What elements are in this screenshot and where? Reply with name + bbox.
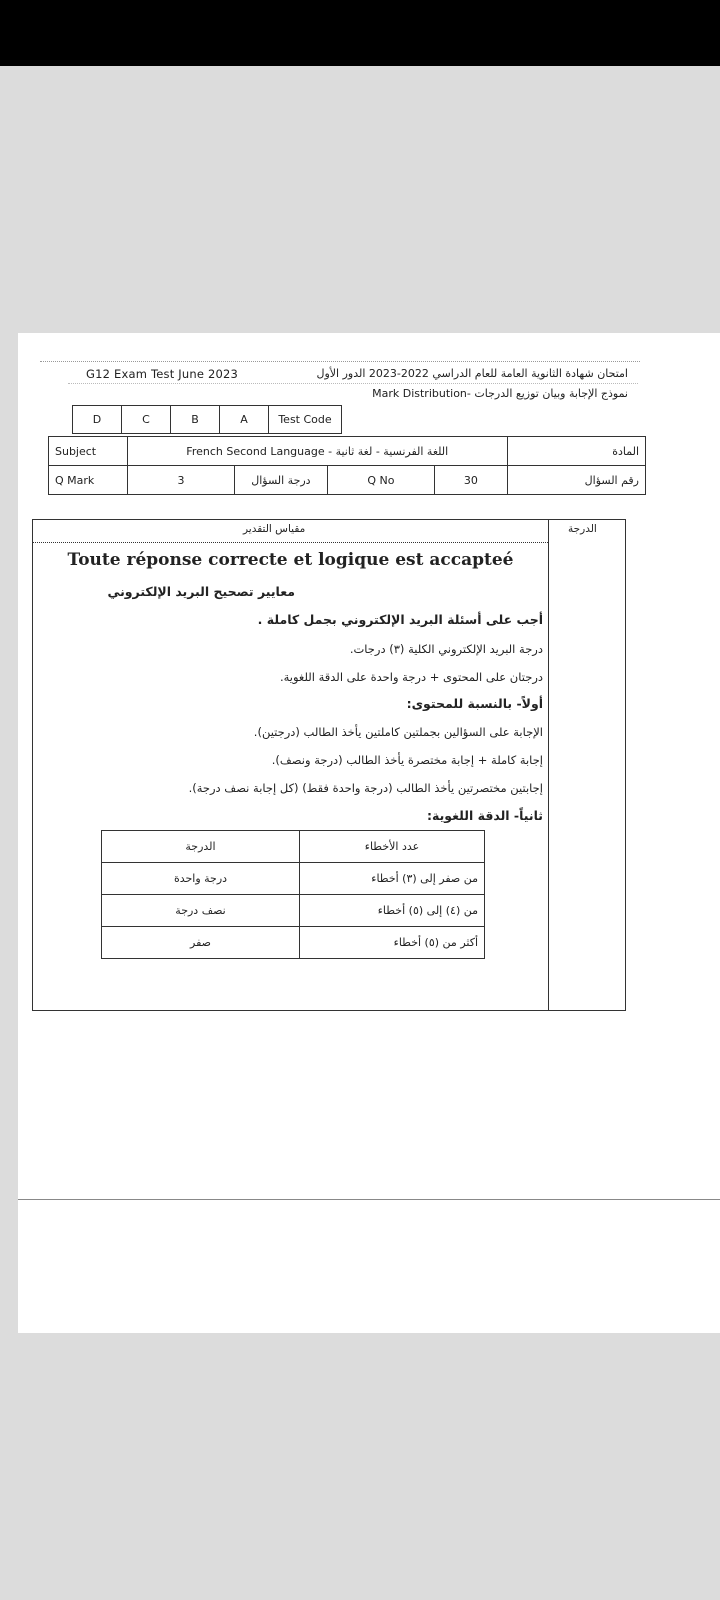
exam-title: G12 Exam Test June 2023 [86, 367, 239, 381]
subject-label-ar: المادة [507, 437, 645, 466]
code-d: D [73, 406, 122, 434]
exam-title-ar: امتحان شهادة الثانوية العامة للعام الدراسي 2022-2023 الدور الأول [316, 367, 628, 380]
accuracy-section-title: ثانياً- الدقة اللغوية: [427, 808, 543, 823]
qmark-label-ar: درجة السؤال [235, 466, 328, 495]
divider [68, 383, 638, 384]
rubric-line: الإجابة على السؤالين بجملتين كاملتين يأخذ الطالب (درجتين). [253, 725, 543, 739]
table-row [102, 927, 485, 959]
table-row [102, 863, 485, 895]
test-code-table [72, 405, 342, 434]
grade-cell: نصف درجة [102, 895, 300, 927]
code-a: A [220, 406, 269, 434]
grade-head: الدرجة [102, 831, 300, 863]
qno-value: 30 [435, 466, 508, 495]
divider [40, 361, 640, 362]
scale-header: مقياس التقدير [243, 523, 306, 535]
mark-distribution-title: نموذج الإجابة وبيان توزيع الدرجات -Mark Distribution [372, 387, 628, 400]
test-code-label: Test Code [269, 406, 342, 434]
rubric-title: Toute réponse correcte et logique est accapteé [67, 550, 514, 570]
status-bar [0, 0, 720, 66]
qmark-label: Q Mark [49, 466, 128, 495]
rubric-line: إجابة كاملة + إجابة مختصرة يأخذ الطالب (درجة ونصف). [271, 753, 543, 767]
rubric-box [32, 519, 626, 1011]
rubric-line: إجابتين مختصرتين يأخذ الطالب (درجة واحدة فقط) (كل إجابة نصف درجة). [188, 781, 543, 795]
errors-head: عدد الأخطاء [300, 831, 485, 863]
divider [33, 542, 548, 543]
grade-cell: درجة واحدة [102, 863, 300, 895]
grade-column [548, 520, 549, 1010]
exam-sheet [18, 333, 720, 1333]
rubric-line: درجة البريد الإلكتروني الكلية (٣) درجات. [349, 642, 543, 656]
table-row [102, 831, 485, 863]
errors-cell: أكثر من (٥) أخطاء [300, 927, 485, 959]
grade-header: الدرجة [568, 523, 597, 535]
rubric-line: درجتان على المحتوى + درجة واحدة على الدقة اللغوية. [279, 670, 543, 684]
error-table [101, 830, 485, 959]
grade-cell: صفر [102, 927, 300, 959]
divider [18, 1199, 720, 1200]
info-table [48, 436, 646, 495]
content-section-title: أولاً- بالنسبة للمحتوى: [406, 696, 543, 711]
errors-cell: من (٤) إلى (٥) أخطاء [300, 895, 485, 927]
rubric-line: أجب على أسئلة البريد الإلكتروني بجمل كاملة . [257, 612, 543, 627]
subject-value: French Second Language - اللغة الفرنسية - لغة ثانية [127, 437, 507, 466]
qmark-value: 3 [127, 466, 234, 495]
subject-label: Subject [49, 437, 128, 466]
qno-label-ar: رقم السؤال [507, 466, 645, 495]
errors-cell: من صفر إلى (٣) أخطاء [300, 863, 485, 895]
code-c: C [122, 406, 171, 434]
code-b: B [171, 406, 220, 434]
qno-label: Q No [327, 466, 434, 495]
rubric-heading: معايير تصحيح البريد الإلكتروني [107, 584, 295, 599]
table-row [102, 895, 485, 927]
